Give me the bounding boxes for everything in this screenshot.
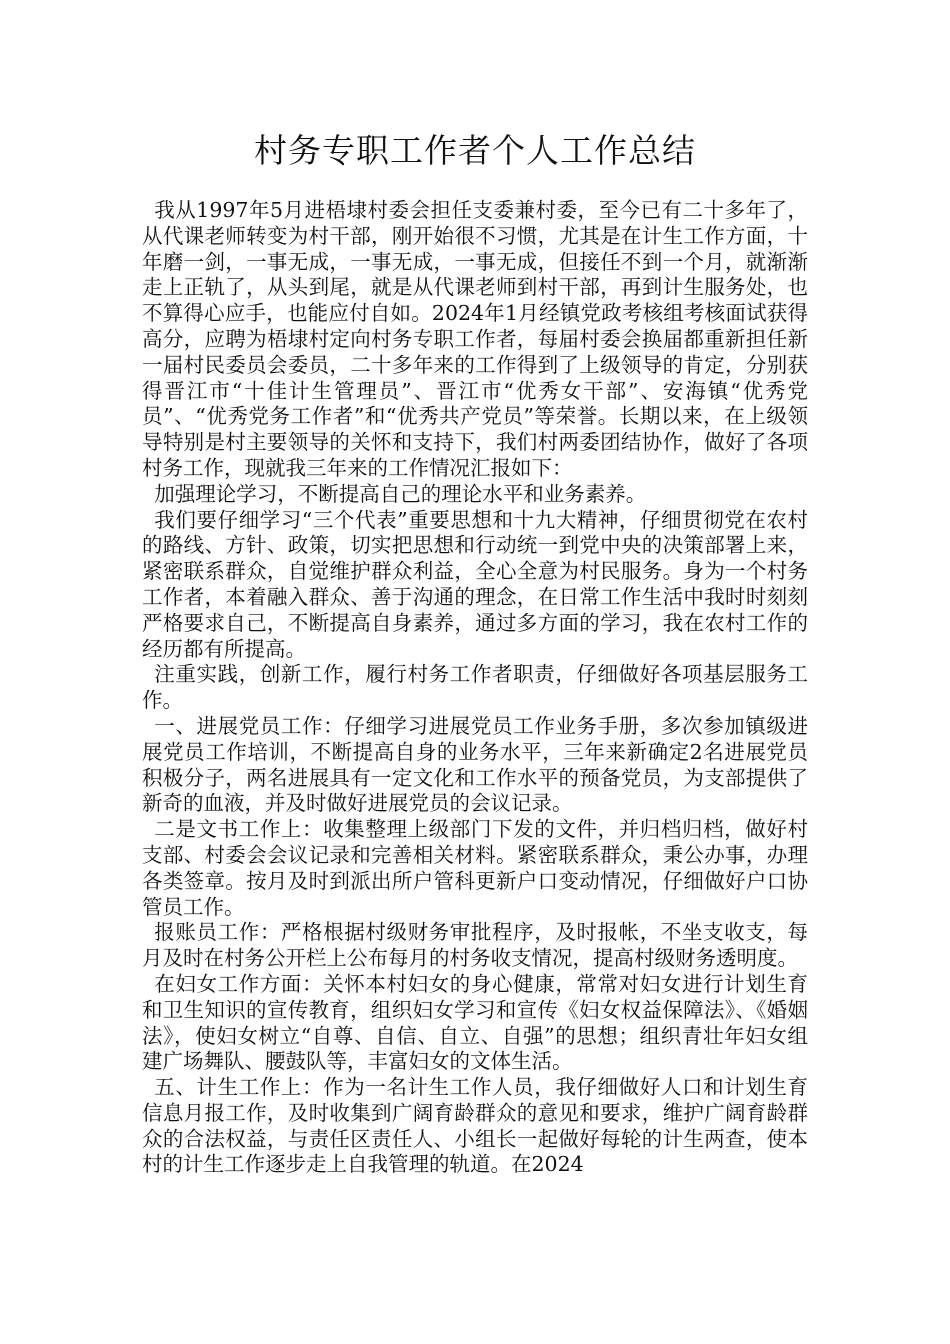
paragraph-accounting-work: 报账员工作：严格根据村级财务审批程序，及时报帐，不坐支收支，每月及时在村务公开栏上公布每月的村务收支情况，提高村级财务透明度。 [142,920,808,971]
paragraph-party-member-work: 一、进展党员工作：仔细学习进展党员工作业务手册，多次参加镇级进展党员工作培训，不断提高自身的业务水平，三年来新确定2名进展党员积极分子，两名进展具有一定文化和工作水平的预备党员，为支部提供了新奇的血液，并及时做好进展党员的会议记录。 [142,713,808,816]
document-body [142,198,808,1178]
paragraph-theory-study: 我们要仔细学习“三个代表”重要思想和十九大精神，仔细贯彻党在农村的路线、方针、政策，切实把思想和行动统一到党中央的决策部署上来，紧密联系群众，自觉维护群众利益，全心全意为村民服务。身为一个村务工作者，本着融入群众、善于沟通的理念，在日常工作生活中我时时刻刻严格要求自己，不断提高自身素养，通过多方面的学习，我在农村工作的经历都有所提高。 [142,507,808,661]
document-title: 村务专职工作者个人工作总结 [254,131,696,170]
paragraph-theory-heading: 加强理论学习，不断提高自己的理论水平和业务素养。 [154,481,647,506]
paragraph-family-planning-work: 五、计生工作上：作为一名计生工作人员，我仔细做好人口和计划生育信息月报工作，及时收集到广阔育龄群众的意见和要求，维护广阔育龄群众的合法权益，与责任区责任人、小组长一起做好每轮的计生两查，使本村的计生工作逐步走上自我管理的轨道。在2024 [142,1075,808,1177]
paragraph-intro: 我从1997年5月进梧埭村委会担任支委兼村委，至今已有二十多年了，从代课老师转变为村干部，刚开始很不习惯，尤其是在计生工作方面，十年磨一剑，一事无成，一事无成，一事无成，但接任不到一个月，就渐渐走上正轨了，从头到尾，就是从代课老师到村干部，再到计生服务处，也不算得心应手，也能应付自如。2024年1月经镇党政考核组考核面试获得高分，应聘为梧埭村定向村务专职工作者，每届村委会换届都重新担任新一届村民委员会委员，二十多年来的工作得到了上级领导的肯定，分别获得晋江市“十佳计生管理员”、晋江市“优秀女干部”、安海镇“优秀党员”、“优秀党务工作者”和“优秀共产党员”等荣誉。长期以来，在上级领导特别是村主要领导的关怀和支持下，我们村两委团结协作，做好了各项村务工作，现就我三年来的工作情况汇报如下： [142,198,808,480]
paragraph-clerical-work: 二是文书工作上：收集整理上级部门下发的文件，并归档归档，做好村支部、村委会会议记录和完善相关材料。紧密联系群众，秉公办事，办理各类签章。按月及时到派出所户管科更新户口变动情况，仔细做好户口协管员工作。 [142,817,808,919]
paragraph-practice-heading: 注重实践，创新工作，履行村务工作者职责，仔细做好各项基层服务工作。 [142,662,808,713]
paragraph-women-work: 在妇女工作方面：关怀本村妇女的身心健康，常常对妇女进行计划生育和卫生知识的宣传教育，组织妇女学习和宣传《妇女权益保障法》、《婚姻法》，使妇女树立“自尊、自信、自立、自强”的思想；组织青壮年妇女组建广场舞队、腰鼓队等，丰富妇女的文体生活。 [142,971,808,1074]
